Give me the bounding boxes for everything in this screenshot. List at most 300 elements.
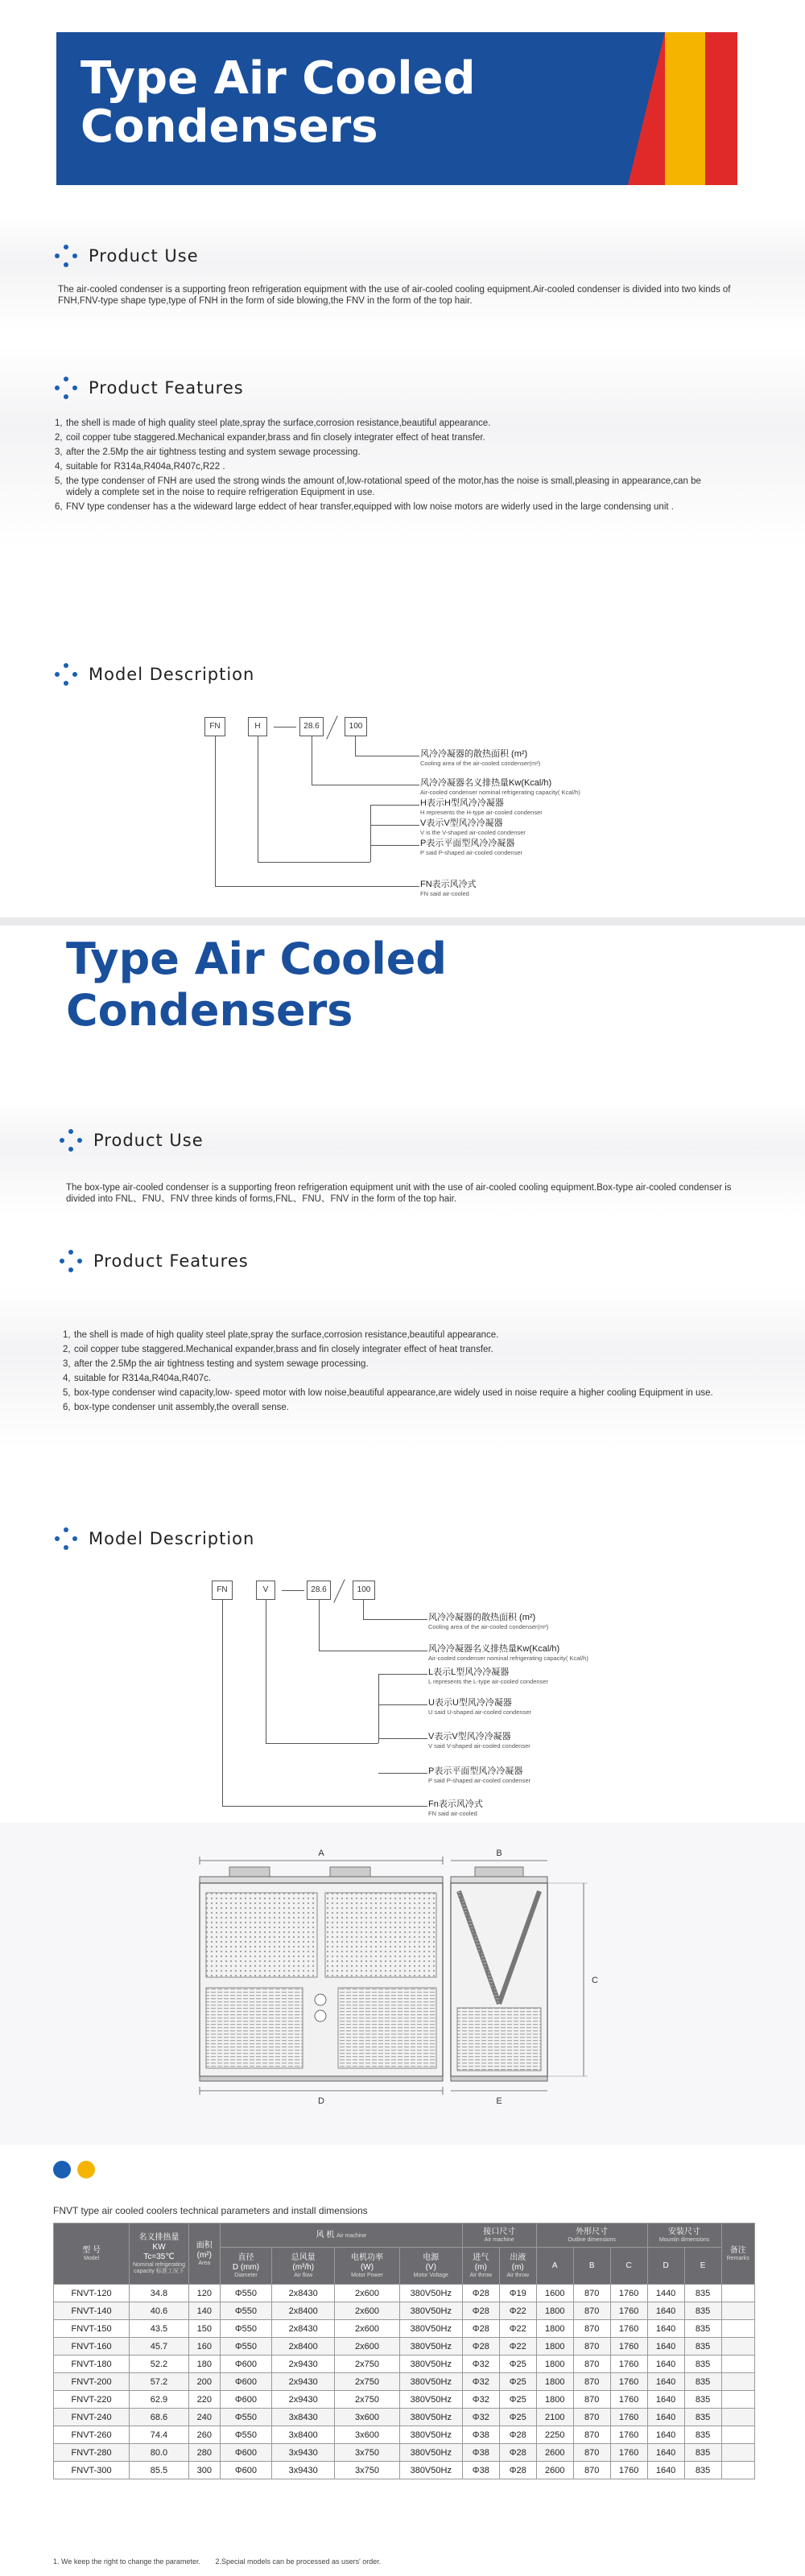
model-box-area: 100 xyxy=(345,717,367,736)
banner-title-line1: Type Air Cooled xyxy=(80,52,476,105)
th-text: 接口尺寸 xyxy=(483,2227,516,2236)
table-cell: 3x600 xyxy=(335,2426,399,2444)
table-cell xyxy=(721,2426,755,2444)
label-cn: 风冷冷凝器名义排热量Kw(Kcal/h) xyxy=(428,1644,560,1654)
table-cell: 1760 xyxy=(610,2409,647,2426)
th-sub: Area xyxy=(198,2260,211,2266)
item-text: the type condenser of FNH are used the strong winds the amount of,low-rotational speed of the motor,has the noise is small,pleasing in appearance,can be widely a complete set in the noise to require refrigeration Equipment in use. xyxy=(66,476,701,497)
model-label xyxy=(428,1613,548,1630)
table-cell: Φ28 xyxy=(462,2338,499,2355)
th-fan xyxy=(220,2224,462,2248)
table-cell: 2600 xyxy=(536,2444,573,2462)
model-label xyxy=(420,778,580,796)
table-cell: 85.5 xyxy=(130,2462,189,2479)
table-cell: 1640 xyxy=(647,2462,684,2479)
list-item xyxy=(63,1358,747,1370)
list-item xyxy=(55,461,723,472)
table-cell: 380V50Hz xyxy=(399,2409,462,2426)
table-cell: 43.5 xyxy=(130,2320,189,2338)
banner-title-line2: Condensers xyxy=(80,101,378,153)
table-cell xyxy=(721,2462,755,2479)
table-cell: 835 xyxy=(684,2426,721,2444)
label-cn: V表示V型风冷冷凝器 xyxy=(428,1732,511,1741)
section-divider xyxy=(0,917,805,925)
item-number: 5, xyxy=(63,1388,71,1398)
label-en: Cooling area of the air-cooled condenser(m²) xyxy=(428,1623,549,1630)
item-text: suitable for R314a,R404a,R407c,R22 . xyxy=(66,462,225,472)
list-item xyxy=(63,1373,747,1384)
front-view xyxy=(200,1849,443,2106)
footnote-1: 1. We keep the right to change the parameter. xyxy=(53,2557,200,2566)
product-use-heading-1 xyxy=(55,245,199,267)
th-model xyxy=(54,2224,130,2285)
table-cell: Φ28 xyxy=(499,2426,536,2444)
th-text: (W) xyxy=(360,2262,374,2272)
table-cell: FNVT-150 xyxy=(54,2320,130,2338)
connector-line xyxy=(266,1743,378,1744)
th-sub: Mountin dimensions xyxy=(658,2236,710,2243)
table-cell: 1640 xyxy=(647,2444,684,2462)
table-cell: FNVT-260 xyxy=(54,2426,130,2444)
table-cell: 1760 xyxy=(610,2444,647,2462)
label-en: H represents the H-type air-cooled condenser xyxy=(420,809,543,816)
th-d: D xyxy=(647,2248,684,2285)
th-area xyxy=(188,2224,220,2285)
table-cell: Φ38 xyxy=(462,2444,499,2462)
item-text: the shell is made of high quality steel plate,spray the surface,corrosion resistance,beautiful appearance. xyxy=(66,418,491,428)
item-text: suitable for R314a,R404a,R407c. xyxy=(74,1374,212,1383)
list-item xyxy=(55,432,723,443)
item-text: after the 2.5Mp the air tightness testing and system sewage processing. xyxy=(66,447,361,457)
label-en: P said P-shaped air-cooled condenser xyxy=(420,849,523,856)
section2-title-line2: Condensers xyxy=(66,985,353,1036)
table-cell: Φ32 xyxy=(462,2355,499,2373)
label-cn: H表示H型风冷冷凝器 xyxy=(420,798,504,808)
yellow-dot-icon xyxy=(77,2161,95,2178)
table-cell: 1760 xyxy=(610,2373,647,2391)
connector-line xyxy=(355,736,356,756)
item-text: FNV type condenser has a the wideward large eddect of hear transfer,equipped with low noise motors are widerly used in the large condensing unit . xyxy=(66,502,674,512)
model-heading-1 xyxy=(55,663,254,686)
label-cn: FN表示风冷式 xyxy=(420,880,477,889)
label-cn: U表示U型风冷冷凝器 xyxy=(428,1698,512,1708)
th-text: 安装尺寸 xyxy=(668,2227,701,2236)
footnotes xyxy=(53,2557,381,2566)
table-cell: 1440 xyxy=(647,2285,684,2302)
table-cell: Φ550 xyxy=(220,2338,271,2355)
banner-fold-shape xyxy=(628,32,665,185)
side-view xyxy=(451,1849,598,2106)
table-cell: 1800 xyxy=(536,2373,573,2391)
table-cell: 300 xyxy=(188,2462,220,2479)
product-use-heading-2 xyxy=(60,1129,204,1152)
list-item xyxy=(63,1402,747,1413)
dots-icon xyxy=(60,1250,82,1272)
label-cn: L表示L型风冷冷凝器 xyxy=(428,1667,510,1677)
th-text: Tc=35℃ xyxy=(143,2252,175,2261)
table-cell: 835 xyxy=(684,2355,721,2373)
th-text: 直径 xyxy=(237,2252,254,2262)
th-text: 电源 xyxy=(423,2252,440,2262)
list-item xyxy=(63,1344,747,1355)
model-box-fn: FN xyxy=(212,1581,233,1600)
connector-line xyxy=(319,1600,320,1651)
model-label xyxy=(428,1766,530,1784)
table-cell: 68.6 xyxy=(130,2409,189,2426)
model-title: Model Description xyxy=(89,1529,255,1548)
table-row xyxy=(54,2426,755,2444)
footnote-2: 2.Special models can be processed as users' order. xyxy=(215,2557,382,2566)
table-cell: 1800 xyxy=(536,2302,573,2320)
list-item xyxy=(55,476,723,498)
item-text: coil copper tube staggered.Mechanical expander,brass and fin closely integrater effect of heat transfer. xyxy=(74,1345,493,1354)
table-cell: 835 xyxy=(684,2409,721,2426)
item-number: 2, xyxy=(55,433,63,443)
table-cell xyxy=(721,2285,755,2302)
model-heading-2 xyxy=(55,1527,254,1550)
th-text: 外形尺寸 xyxy=(576,2227,609,2236)
model-label xyxy=(420,749,540,767)
table-cell: 160 xyxy=(188,2338,220,2355)
table-cell xyxy=(721,2444,755,2462)
model-label xyxy=(428,1799,483,1817)
connector-line xyxy=(222,1600,223,1806)
table-cell: 150 xyxy=(188,2320,220,2338)
th-sub: Air machine xyxy=(484,2236,514,2243)
table-cell xyxy=(721,2355,755,2373)
model-label xyxy=(428,1698,531,1716)
th-airflow xyxy=(272,2248,335,2285)
table-cell: 2x9430 xyxy=(272,2391,335,2409)
th-install xyxy=(647,2224,721,2248)
table-cell: 3x9430 xyxy=(272,2462,335,2479)
model-label xyxy=(428,1667,548,1685)
table-cell: 1800 xyxy=(536,2320,573,2338)
table-cell: 1640 xyxy=(647,2302,684,2320)
item-text: box-type condenser wind capacity,low- speed motor with low noise,beautiful appearance,are widely used in noise require a higher cooling Equipment in use. xyxy=(74,1388,713,1398)
model-label xyxy=(420,880,477,897)
product-use-title: Product Use xyxy=(93,1131,204,1150)
label-en: P said P-shaped air-cooled condenser xyxy=(428,1777,531,1784)
th-remark xyxy=(721,2224,755,2285)
table-cell: Φ22 xyxy=(499,2320,536,2338)
slash-line xyxy=(326,715,337,739)
table-cell: Φ22 xyxy=(499,2338,536,2355)
banner-red-stripe xyxy=(705,32,737,185)
table-cell: 200 xyxy=(188,2373,220,2391)
table-cell: 120 xyxy=(188,2285,220,2302)
item-number: 5, xyxy=(55,476,63,486)
table-cell: 1800 xyxy=(536,2391,573,2409)
table-cell: 380V50Hz xyxy=(399,2355,462,2373)
dash-line xyxy=(282,1590,304,1591)
table-cell: 1640 xyxy=(647,2338,684,2355)
table-cell: 835 xyxy=(684,2285,721,2302)
table-cell xyxy=(721,2373,755,2391)
model-box-area: 100 xyxy=(353,1581,375,1600)
th-text: (m³/h) xyxy=(292,2262,315,2272)
table-cell: 870 xyxy=(573,2338,610,2355)
table-row xyxy=(54,2373,755,2391)
table-row xyxy=(54,2338,755,2355)
table-title: FNVT type air cooled coolers technical parameters and install dimensions xyxy=(53,2205,368,2216)
th-inlet xyxy=(462,2248,499,2285)
table-cell: 1760 xyxy=(610,2302,647,2320)
list-item xyxy=(63,1387,747,1399)
label-cn: 风冷冷凝器的散热面积 (m²) xyxy=(420,749,528,759)
dim-label-b: B xyxy=(496,1849,502,1858)
th-diameter xyxy=(220,2248,271,2285)
dim-label-e: E xyxy=(496,2096,502,2106)
connector-line xyxy=(378,1674,379,1743)
table-cell: Φ28 xyxy=(462,2302,499,2320)
table-cell: 74.4 xyxy=(130,2426,189,2444)
table-cell: 380V50Hz xyxy=(399,2426,462,2444)
model-box-fn: FN xyxy=(204,717,225,736)
connector-line xyxy=(370,825,419,826)
table-cell xyxy=(721,2409,755,2426)
th-text: 型 号 xyxy=(82,2245,101,2255)
table-cell: 2x8430 xyxy=(272,2320,335,2338)
table-cell: 380V50Hz xyxy=(399,2462,462,2479)
table-cell: 1640 xyxy=(647,2373,684,2391)
table-cell: Φ600 xyxy=(220,2462,271,2479)
th-sub: Remarks xyxy=(726,2255,749,2261)
table-cell: 3x750 xyxy=(335,2462,399,2479)
label-cn: V表示V型风冷冷凝器 xyxy=(420,818,503,828)
table-cell: Φ600 xyxy=(220,2355,271,2373)
table-cell: 2250 xyxy=(536,2426,573,2444)
item-number: 6, xyxy=(63,1403,71,1412)
table-cell: 3x600 xyxy=(335,2409,399,2426)
dim-label-c: C xyxy=(592,1976,598,1985)
table-cell: 1760 xyxy=(610,2462,647,2479)
item-text: after the 2.5Mp the air tightness testing and system sewage processing. xyxy=(74,1359,369,1369)
th-outlet xyxy=(499,2248,536,2285)
table-cell: 3x9430 xyxy=(272,2444,335,2462)
table-cell: 870 xyxy=(573,2426,610,2444)
slash-line xyxy=(333,1579,345,1602)
th-text: (m) xyxy=(474,2262,487,2272)
table-cell: 2x750 xyxy=(335,2355,399,2373)
table-cell: 2x600 xyxy=(335,2285,399,2302)
table-cell: Φ32 xyxy=(462,2409,499,2426)
table-row xyxy=(54,2320,755,2338)
table-cell: 870 xyxy=(573,2462,610,2479)
model-label xyxy=(420,839,522,856)
th-text: 面积 xyxy=(196,2240,213,2250)
th-b: B xyxy=(573,2248,610,2285)
table-cell: FNVT-280 xyxy=(54,2444,130,2462)
table-cell: 870 xyxy=(573,2320,610,2338)
model-diagram-2 xyxy=(0,1577,805,1819)
table-cell: 1760 xyxy=(610,2285,647,2302)
dots-icon xyxy=(55,663,77,686)
table-cell: Φ600 xyxy=(220,2373,271,2391)
label-cn: P表示平面型风冷冷凝器 xyxy=(428,1766,523,1776)
table-cell: 80.0 xyxy=(130,2444,189,2462)
dim-label-d: D xyxy=(318,2096,324,2106)
table-cell: Φ28 xyxy=(462,2320,499,2338)
table-row xyxy=(54,2444,755,2462)
table-cell: 1760 xyxy=(610,2338,647,2355)
table-cell: 1640 xyxy=(647,2355,684,2373)
banner-yellow-stripe xyxy=(665,32,705,185)
spec-table-wrap xyxy=(53,2223,755,2479)
th-sub: Air throw xyxy=(506,2272,530,2278)
item-number: 2, xyxy=(63,1345,71,1354)
table-cell: 180 xyxy=(188,2355,220,2373)
table-cell: Φ38 xyxy=(462,2426,499,2444)
table-cell: 835 xyxy=(684,2444,721,2462)
table-row xyxy=(54,2391,755,2409)
table-cell: Φ550 xyxy=(220,2409,271,2426)
connector-line xyxy=(370,845,419,846)
th-sub: Air throw xyxy=(469,2272,493,2278)
table-cell: 1760 xyxy=(610,2320,647,2338)
model-box-capacity: 28.6 xyxy=(299,717,324,736)
table-row xyxy=(54,2355,755,2373)
th-voltage xyxy=(399,2248,462,2285)
connector-line xyxy=(378,1773,427,1774)
model-title: Model Description xyxy=(89,665,255,684)
table-cell: 62.9 xyxy=(130,2391,189,2409)
table-cell: FNVT-200 xyxy=(54,2373,130,2391)
table-cell: 1800 xyxy=(536,2338,573,2355)
table-cell: 1640 xyxy=(647,2409,684,2426)
table-row xyxy=(54,2302,755,2320)
table-cell: 380V50Hz xyxy=(399,2285,462,2302)
label-en: FN said air-cooled xyxy=(420,890,469,897)
label-en: Air-cooled condenser nominal refrigerating capacity( Kcal/h) xyxy=(428,1655,588,1662)
table-cell: 260 xyxy=(188,2426,220,2444)
spec-table xyxy=(53,2223,755,2479)
table-cell: 1760 xyxy=(610,2391,647,2409)
th-text: 风 机 xyxy=(316,2230,335,2240)
label-cn: 风冷冷凝器的散热面积 (m²) xyxy=(428,1613,536,1622)
table-cell: 2x9430 xyxy=(272,2355,335,2373)
table-cell: 380V50Hz xyxy=(399,2444,462,2462)
table-cell xyxy=(721,2320,755,2338)
th-text: (m²) xyxy=(196,2250,212,2260)
th-text: (m) xyxy=(511,2262,524,2272)
connector-line xyxy=(378,1704,427,1705)
connector-line xyxy=(215,736,216,886)
th-text: 总风量 xyxy=(291,2252,316,2262)
model-box-type: V xyxy=(256,1581,275,1600)
table-cell: 835 xyxy=(684,2462,721,2479)
label-en: Air-cooled condenser nominal refrigerating capacity( Kcal/h) xyxy=(420,789,580,796)
features-list-1 xyxy=(55,418,723,516)
table-cell: Φ550 xyxy=(220,2320,271,2338)
table-cell: 835 xyxy=(684,2302,721,2320)
th-text: KW xyxy=(152,2242,166,2252)
features-list-2 xyxy=(63,1329,747,1416)
table-row xyxy=(54,2285,755,2302)
table-cell: 835 xyxy=(684,2373,721,2391)
features-title: Product Features xyxy=(89,378,244,398)
table-cell: 2x600 xyxy=(335,2338,399,2355)
label-cn: P表示平面型风冷冷凝器 xyxy=(420,839,515,848)
table-cell: 240 xyxy=(188,2409,220,2426)
table-cell: 870 xyxy=(573,2355,610,2373)
table-cell: 380V50Hz xyxy=(399,2302,462,2320)
table-cell: 835 xyxy=(684,2320,721,2338)
product-use-text-2: The box-type air-cooled condenser is a supporting freon refrigeration equipment unit with the use of air-cooled cooling equipment.Box-type air-cooled condenser is divided into FNL、FNU、FNV three kinds of forms,FNL、FNU、FNV in the form of the top hair. xyxy=(66,1183,732,1204)
connector-line xyxy=(215,886,419,887)
label-en: U said U-shaped air-cooled condenser xyxy=(428,1708,531,1716)
table-cell: Φ32 xyxy=(462,2391,499,2409)
table-cell: 2100 xyxy=(536,2409,573,2426)
connector-line xyxy=(370,805,419,806)
banner-title xyxy=(80,52,476,153)
table-cell: 2x750 xyxy=(335,2373,399,2391)
connector-line xyxy=(222,1806,427,1807)
features-title: Product Features xyxy=(93,1251,249,1271)
table-cell: FNVT-180 xyxy=(54,2355,130,2373)
product-use-band xyxy=(0,217,805,330)
model-box-capacity: 28.6 xyxy=(307,1581,331,1600)
table-cell: Φ550 xyxy=(220,2285,271,2302)
model-diagram-1 xyxy=(0,708,805,901)
dots-icon xyxy=(55,1527,77,1550)
table-cell: 1640 xyxy=(647,2426,684,2444)
table-cell: Φ38 xyxy=(462,2462,499,2479)
item-number: 3, xyxy=(63,1359,71,1369)
model-box-type: H xyxy=(248,717,267,736)
connector-line xyxy=(258,862,370,863)
model-label xyxy=(420,798,543,816)
label-en: L represents the L-type air-cooled condenser xyxy=(428,1678,548,1685)
item-number: 3, xyxy=(55,447,63,457)
dots-icon xyxy=(55,245,77,267)
th-e: E xyxy=(684,2248,721,2285)
table-cell: Φ550 xyxy=(220,2426,271,2444)
table-cell: 835 xyxy=(684,2391,721,2409)
table-cell: Φ25 xyxy=(499,2355,536,2373)
dots-icon xyxy=(55,377,77,399)
spec-table-body xyxy=(54,2285,755,2479)
table-cell: 870 xyxy=(573,2373,610,2391)
th-sub: Outline dimensions xyxy=(568,2236,616,2243)
table-cell: FNVT-240 xyxy=(54,2409,130,2426)
table-cell: FNVT-220 xyxy=(54,2391,130,2409)
table-cell: FNVT-120 xyxy=(54,2285,130,2302)
table-cell: 1760 xyxy=(610,2355,647,2373)
section2-title-line1: Type Air Cooled xyxy=(66,934,448,984)
item-number: 1, xyxy=(55,418,63,428)
table-cell: FNVT-300 xyxy=(54,2462,130,2479)
th-sub: Model xyxy=(84,2255,100,2261)
product-use-text-1: The air-cooled condenser is a supporting freon refrigeration equipment with the use of air-cooled cooling equipment.Air-cooled condenser is divided into two kinds of FNH,FNV-type shape type,type of FNH in the form of side blowing,the FNV in the form of the top hair. xyxy=(58,285,731,306)
th-text: D (mm) xyxy=(232,2262,260,2272)
label-en: Cooling area of the air-cooled condenser(m²) xyxy=(420,760,541,767)
table-cell: 835 xyxy=(684,2338,721,2355)
connector-line xyxy=(378,1738,427,1739)
table-cell: 870 xyxy=(573,2285,610,2302)
table-cell: 1600 xyxy=(536,2285,573,2302)
table-cell: 380V50Hz xyxy=(399,2320,462,2338)
connector-line xyxy=(363,1600,364,1619)
condenser-drawing xyxy=(185,1843,620,2125)
table-cell: 52.2 xyxy=(130,2355,189,2373)
dim-label-a: A xyxy=(318,1849,324,1858)
th-power xyxy=(335,2248,399,2285)
th-sub: Motor Voltage xyxy=(413,2272,448,2278)
features-heading-2 xyxy=(60,1250,249,1272)
model-label xyxy=(420,818,526,836)
th-sub: Diameter xyxy=(234,2272,258,2278)
